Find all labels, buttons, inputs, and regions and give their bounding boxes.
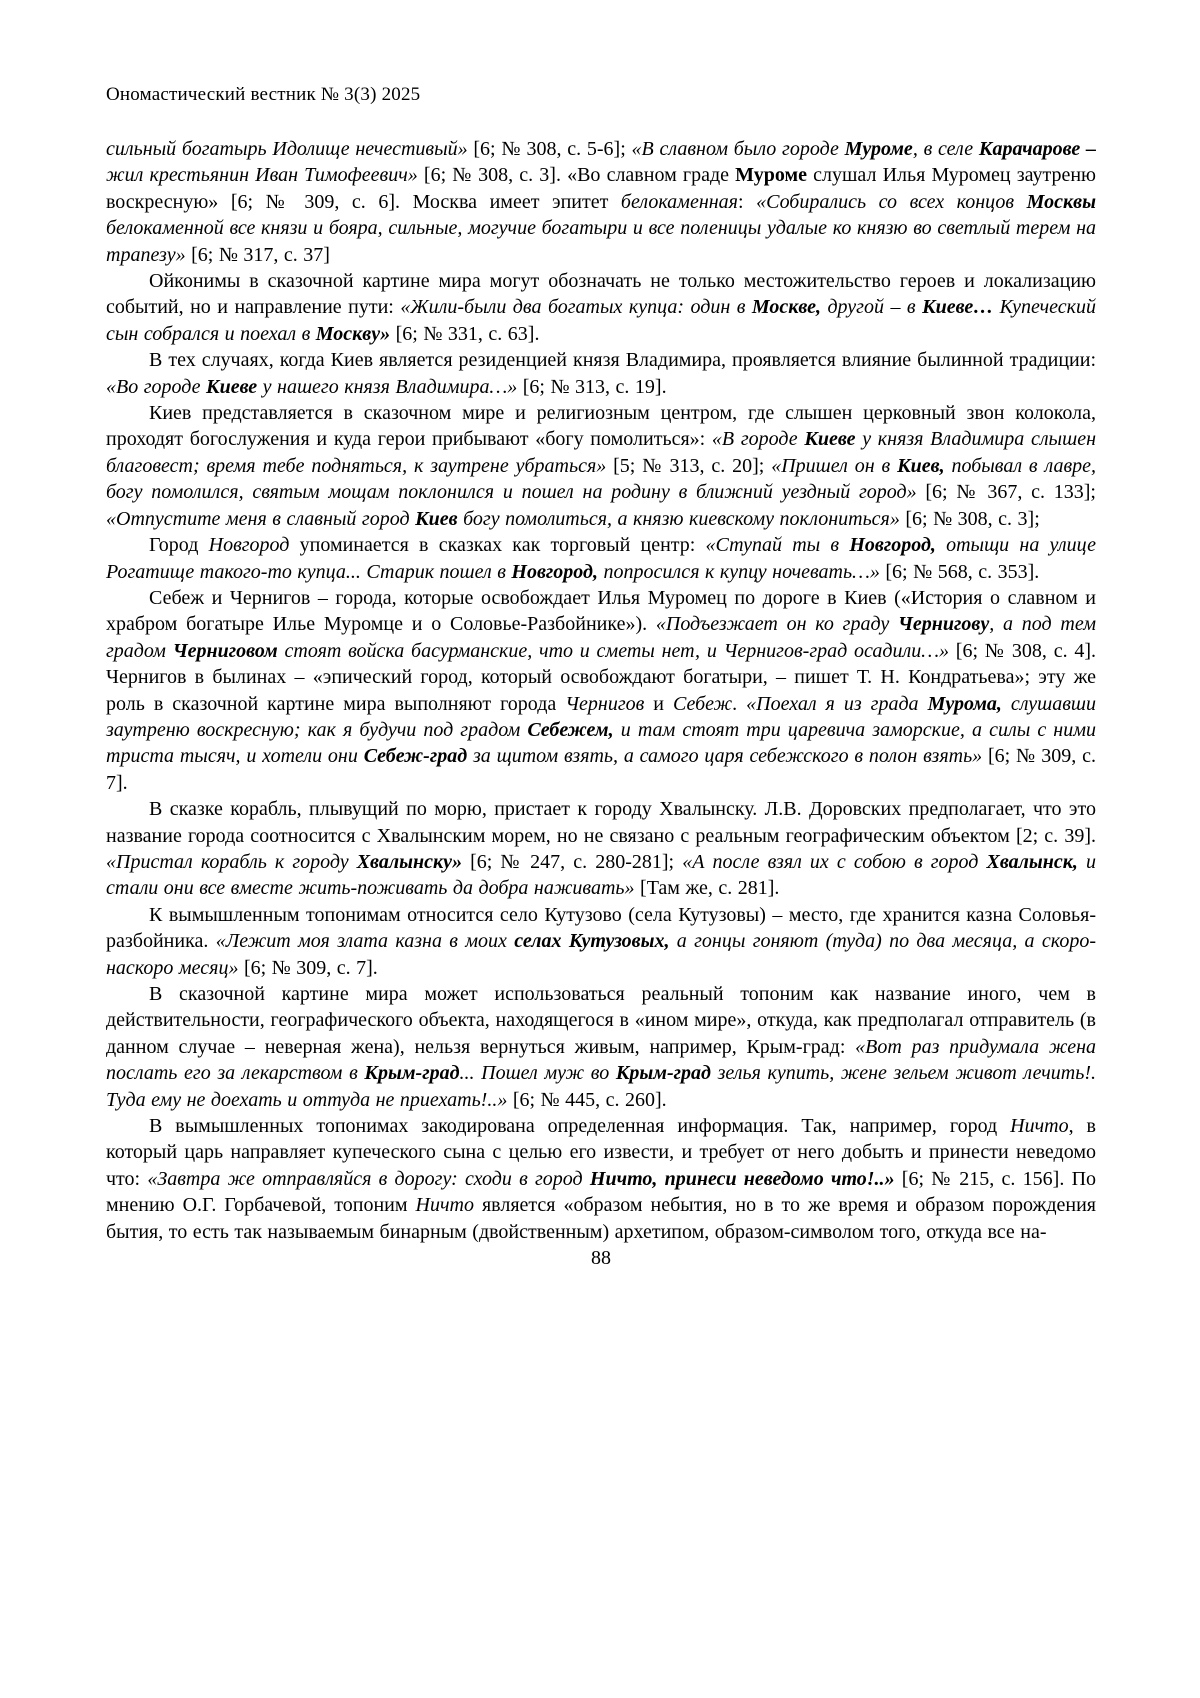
text-run: [6; № 367, с. 133]; (916, 481, 1096, 504)
text-run: , а под тем градом (106, 613, 1096, 662)
text-run: . (732, 692, 747, 715)
text-run: Хвалынск, (986, 850, 1078, 873)
text-run: : (737, 190, 757, 213)
text-run: у нашего князя Владимира…» (257, 375, 518, 398)
paragraph (106, 902, 1096, 981)
text-run: , в селе (912, 138, 979, 160)
text-run: «Пристал корабль к городу (106, 850, 357, 873)
text-run: стоят войска басурманские, что и сметы нет, и Чернигов-град осадили…» (277, 639, 950, 662)
text-run: сильный богатырь Идолище нечестивый» (106, 138, 468, 160)
text-run: Карачарове – (978, 138, 1097, 160)
text-run: Чернигов (565, 692, 645, 715)
text-run: [Там же, с. 281]. (634, 877, 780, 900)
text-run: Ничто (1010, 1115, 1069, 1138)
text-run: [6; № 215, с. 156]. По мнению О.Г. Горбачевой, топоним (106, 1167, 1097, 1217)
text-run: слушал Илья Муромец заутреню воскресную» [6; № 309, с. 6]. Москва имеет эпитет (106, 164, 1096, 213)
text-run: «Подъезжает он ко граду (655, 613, 898, 636)
text-run: «Отпустите меня в славный город (106, 507, 416, 530)
text-run: «Лежит моя злата казна в моих (215, 930, 515, 953)
text-run: В сказке корабль, плывущий по морю, пристает к городу Хвалынску. Л.В. Доровских предполагает, что это название города соотносится с Хвалынским морем, но не связано с реальным географическим объектом [2; с. 39]. (106, 798, 1096, 847)
text-run: Москве, (751, 296, 821, 319)
text-run: богу помолиться, а князю киевскому поклониться» (457, 507, 900, 530)
text-run: Крым-град (615, 1062, 711, 1085)
text-run: зелья купить, жене зельем живот лечить!. Туда ему не доехать и оттуда не приехать!..» (106, 1062, 1096, 1111)
text-run: Себежем, (527, 718, 614, 741)
text-run: Купеческий сын собрался и поехал в (106, 296, 1096, 345)
paragraph (106, 532, 1096, 585)
text-run: [6; № 308, с. 3]; (899, 507, 1040, 530)
text-run: Крым-град (364, 1062, 460, 1085)
paragraph (106, 400, 1096, 532)
text-run: Мурома, (927, 692, 1002, 715)
article-body (106, 136, 1096, 1245)
text-run: и там стоят три царевича заморские, а силы с ними триста тысяч, и хотели они (106, 718, 1096, 768)
text-run: Москву» (315, 322, 391, 345)
text-run: «Вот раз придумала жена послать его за лекарством в (106, 1035, 1096, 1085)
text-run: Ойконимы в сказочной картине мира могут обозначать не только местожительство героев и локализацию событий, но и направление пути: (106, 270, 1096, 319)
text-run: и (644, 692, 674, 715)
text-run: является «образом небытия, но в то же время и образом порождения бытия, то есть так называемым бинарным (двойственным) архетипом, образом-символом того, откуда все на- (106, 1194, 1097, 1243)
running-header: Ономастический вестник № 3(3) 2025 (106, 84, 421, 105)
text-run: «Во городе (106, 375, 206, 398)
text-run: [6; № 309, с. 7]. (106, 745, 1096, 794)
text-run: у князя Владимира слышен благовест; время тебе подняться, к заутрене убраться» (106, 428, 1096, 477)
text-run: «А после взял их с собою в город (682, 850, 987, 873)
paragraph (106, 268, 1096, 347)
text-run: Муроме (844, 138, 913, 160)
paragraph (106, 796, 1096, 902)
text-run: Новгород, (511, 560, 598, 583)
text-run: «В городе (711, 428, 805, 451)
text-run: упоминается в сказках как торговый центр: (289, 534, 706, 557)
text-run: «Поехал я из града (746, 692, 928, 715)
text-run: [6; № 308, с. 3]. «Во славном граде (417, 164, 736, 187)
text-run: В сказочной картине мира может использоваться реальный топоним как название иного, чем в действительности, географического объекта, находящегося в «ином мире», откуда, как предполагал отправитель (в данном случае – неверная жена), нельзя вернуться живым, например, Крым-град: (106, 983, 1096, 1058)
text-run: [6; № 247, с. 280-281]; (462, 850, 683, 873)
text-run: [6; № 309, с. 7]. (238, 956, 378, 979)
text-run: [6; № 317, с. 37] (185, 243, 330, 266)
text-run: белокаменная (620, 190, 738, 213)
paragraph (106, 1113, 1096, 1245)
text-run: Новгород, (849, 534, 936, 557)
text-run: [5; № 313, с. 20]; (606, 454, 772, 477)
text-run: Москвы (1026, 190, 1096, 213)
text-run: «Ступай ты в (705, 534, 850, 557)
text-run: ... Пошел муж во (459, 1062, 616, 1085)
text-run: отыщи на улице Рогатище такого-то купца... Старик пошел в (106, 534, 1096, 583)
text-run: Муроме (735, 164, 807, 187)
text-run: «Пришел он в (771, 454, 898, 477)
text-run: «Завтра же отправляйся в дорогу: сходи в город (147, 1167, 590, 1190)
paragraph (106, 136, 1096, 268)
text-run: [6; № 313, с. 19]. (517, 375, 667, 398)
text-run: Город (149, 534, 209, 557)
text-run: другой – в (820, 296, 923, 319)
text-run: белокаменной все князи и бояра, сильные, могучие богатыри и все поленицы удалые ко князю во светлый терем на трапезу» (106, 217, 1096, 266)
text-run: а гонцы гоняют (туда) по два месяца, а скоро-наскоро месяц» (106, 930, 1096, 979)
paragraph (106, 981, 1096, 1113)
text-run: [6; № 308, с. 5-6]; (467, 138, 632, 160)
paragraph (106, 347, 1096, 400)
text-run: Черниговом (172, 639, 278, 662)
text-run: за щитом взять, а самого царя себежского в полон взять» (467, 745, 983, 768)
text-run: Ничто, принеси неведомо что!..» (589, 1167, 895, 1190)
text-run: [6; № 445, с. 260]. (507, 1088, 667, 1111)
text-run: Себеж (673, 692, 733, 715)
text-run: «Собирались со всех концов (756, 190, 1027, 213)
text-run: Себеж-град (363, 745, 468, 768)
text-run: [6; № 331, с. 63]. (390, 322, 540, 345)
text-run: Чернигову (897, 613, 990, 636)
text-run: Киев, (897, 454, 945, 477)
text-run: , в который царь направляет купеческого сына с целью его извести, и требует от него добыть и принести неведомо что: (106, 1115, 1096, 1190)
page-number: 88 (591, 1247, 611, 1270)
text-run: К вымышленным топонимам относится село Кутузово (села Кутузовы) – место, где хранится казна Соловья-разбойника. (106, 903, 1096, 953)
paragraph (106, 585, 1096, 796)
text-run: Новгород (208, 534, 290, 557)
text-run: «Жили-были два богатых купца: один в (400, 296, 752, 319)
text-run: [6; № 308, с. 4]. Чернигов в былинах – «эпический город, который освобождают богатыри, – пишет Т. Н. Кондратьева»; эту же роль в сказочной картине мира выполняют города (106, 639, 1097, 715)
text-run: попросился к купцу ночевать…» (597, 560, 880, 583)
text-run: Киев представляется в сказочном мире и религиозным центром, где слышен церковный звон колокола, проходят богослужения и куда герои прибывают «богу помолиться»: (106, 402, 1096, 451)
text-run: В вымышленных топонимах закодирована определенная информация. Так, например, город (149, 1115, 1011, 1138)
text-run: и стали они все вместе жить-поживать да добра наживать» (106, 850, 1096, 900)
text-run: Киеве… (922, 296, 994, 319)
text-run: Киеве (804, 428, 856, 451)
text-run: Киеве (206, 375, 258, 398)
text-run: Ничто (415, 1194, 474, 1217)
text-run: Себеж и Чернигов – города, которые освобождает Илья Муромец по дороге в Киев («История о славном и храбром богатыре Илье Муромце и о Соловье-Разбойнике»). (106, 586, 1096, 636)
text-run: побывал в лавре, богу помолился, святым мощам поклонился и пошел на родину в ближний уездный город» (106, 454, 1097, 504)
text-run: [6; № 568, с. 353]. (879, 560, 1040, 583)
text-run: жил крестьянин Иван Тимофеевич» (106, 164, 418, 187)
text-run: «В славном было городе (631, 138, 845, 160)
text-run: Хвалынску» (356, 850, 462, 873)
text-run: Киев (415, 507, 458, 530)
text-run: слушавши заутреню воскресную; как я будучи под градом (106, 692, 1096, 741)
text-run: В тех случаях, когда Киев является резиденцией князя Владимира, проявляется влияние былинной традиции: (149, 349, 1096, 372)
text-run: селах Кутузовых, (514, 930, 670, 953)
